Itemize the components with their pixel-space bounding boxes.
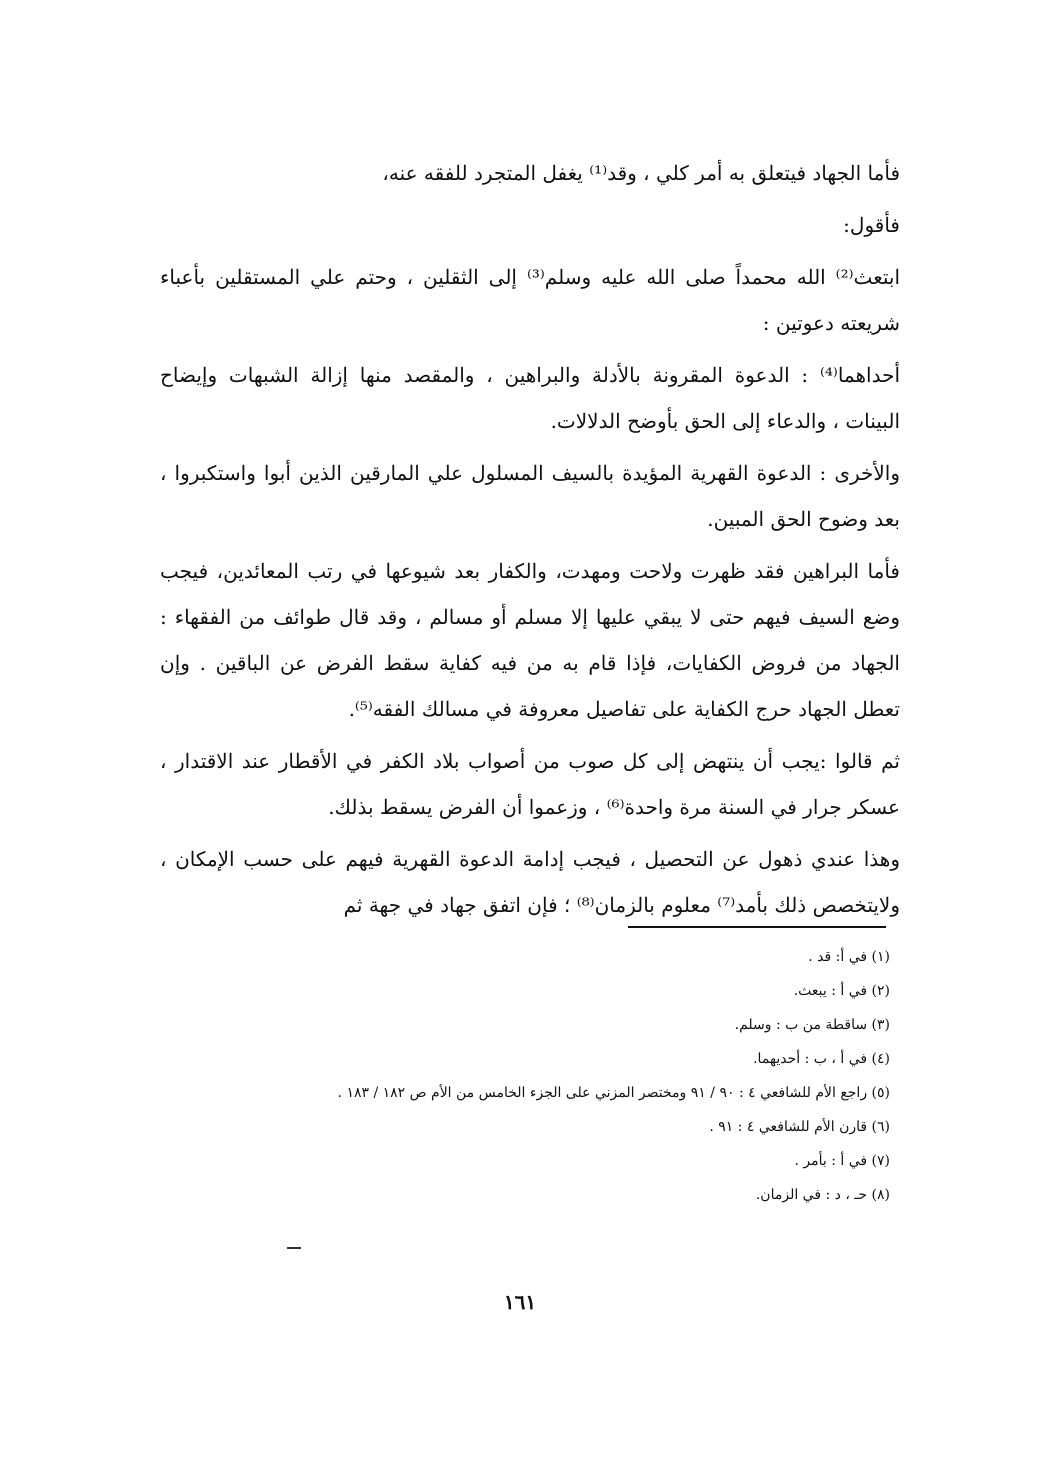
paragraph: ثم قالوا :يجب أن ينتهض إلى كل صوب من أصواب بلاد الكفر في الأقطار عند الاقتدار ، عسكر جرار في السنة مرة واحدة⁽⁶⁾ ، وزعموا أن الفرض يسقط بذلك. — [160, 749, 900, 819]
paragraph: وهذا عندي ذهول عن التحصيل ، فيجب إدامة الدعوة القهرية فيهم على حسب الإمكان ، ولايتخصص ذلك بأمد⁽⁷⁾ معلوم بالزمان⁽⁸⁾ ؛ فإن اتفق جهاد في جهة ثم — [160, 847, 900, 917]
main-text — [160, 150, 900, 934]
paragraph: أحداهما⁽⁴⁾ : الدعوة المقرونة بالأدلة والبراهين ، والمقصد منها إزالة الشبهات وإيضاح البينات ، والدعاء إلى الحق بأوضح الدلالات. — [160, 363, 900, 433]
footnote-item: (٣) ساقطة من ب : وسلم. — [734, 1017, 890, 1033]
paragraph: والأخرى : الدعوة القهرية المؤيدة بالسيف المسلول علي المارقين الذين أبوا واستكبروا ، بعد وضوح الحق المبين. — [160, 461, 900, 531]
footnote-item: (١) في أ: قد . — [808, 949, 890, 965]
footnote-item: (٨) حـ ، د : في الزمان. — [755, 1187, 890, 1203]
footnote-item: (٧) في أ : بأمر . — [794, 1153, 890, 1169]
paragraph: ابتعث⁽²⁾ الله محمداً صلى الله عليه وسلم⁽³⁾ إلى الثقلين ، وحتم علي المستقلين بأعباء شريعته دعوتين : — [160, 265, 900, 335]
paragraph: فأقول: — [843, 213, 900, 237]
paragraph: فأما الجهاد فيتعلق به أمر كلي ، وقد⁽¹⁾ يغفل المتجرد للفقه عنه، — [382, 161, 900, 185]
footnote-item: (٤) في أ ، ب : أحديهما. — [753, 1051, 890, 1067]
page-number: ١٦١ — [503, 1290, 537, 1314]
footnote-item: (٥) راجع الأم للشافعي ٤ : ٩٠ / ٩١ ومختصر المزني على الجزء الخامس من الأم ص ١٨٢ / ١٨٣ . — [337, 1085, 890, 1101]
footnote-item: (٦) قارن الأم للشافعي ٤ : ٩١ . — [709, 1119, 890, 1135]
paragraph: فأما البراهين فقد ظهرت ولاحت ومهدت، والكفار بعد شيوعها في رتب المعائدين، فيجب وضع السيف فيهم حتى لا يبقي عليها إلا مسلم أو مسالم ، وقد قال طوائف من الفقهاء : الجهاد من فروض الكفايات، فإذا قام به من فيه كفاية سقط الفرض عن الباقين . وإن تعطل الجهاد حرج الكفاية على تفاصيل معروفة في مسالك الفقه⁽⁵⁾. — [160, 559, 900, 721]
scan-mark — [287, 1247, 301, 1249]
footnote-divider — [628, 926, 886, 928]
footnotes-list — [220, 940, 890, 1212]
footnote-item: (٢) في أ : يبعث. — [793, 983, 890, 999]
